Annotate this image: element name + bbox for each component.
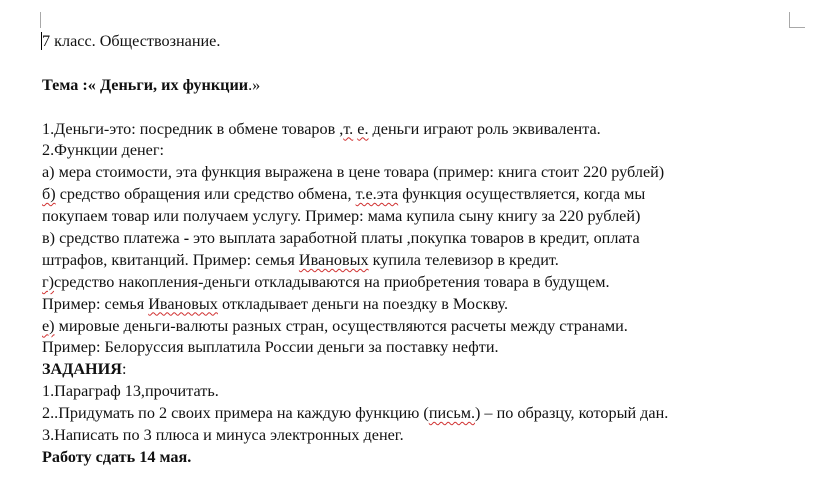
task-2-text: ) – по образцу, который дан. [475,404,669,423]
deadline-line: Работу сдать 14 мая. [42,447,192,466]
definition-text: деньги играют роль эквивалента. [368,119,601,138]
page-corner-mark-right-vertical [789,12,790,28]
topic-suffix: .» [248,75,261,94]
topic-prefix: Тема :« [42,75,100,94]
spell-flag: е. [357,119,369,138]
spell-flag: б) [42,185,56,204]
function-d-line [42,272,812,294]
function-c-text: в) средство платежа [42,229,184,248]
function-d-continuation [42,294,812,316]
function-c-text: это выплата заработной платы ,покупка товаров в кредит, оплата [189,229,640,248]
function-c-continuation [42,250,812,272]
definition-text: 1.Деньги-это: посредник в обмене товаров , [42,119,344,138]
page-corner-mark-left [40,12,41,28]
function-e-line [42,316,812,338]
spell-flag: г) [42,272,55,291]
spell-flag: е) [42,316,55,335]
spell-flag: т.е.эта [355,185,399,204]
function-d-text: средство накопления-деньги откладываются на приобретения товара в будущем. [54,272,610,291]
definition-line [42,119,812,141]
function-b-text: функция осуществляется, когда мы [398,185,646,204]
function-e-text: мировые деньги-валюты разных стран, осуществляются расчеты между странами. [54,316,628,335]
function-a-line: а) мера стоимости, эта функция выражена в цене товара (пример: книга стоит 220 рублей) [42,163,665,182]
tasks-colon: : [121,360,127,379]
blank-line [42,97,812,119]
tasks-heading: ЗАДАНИЯ [42,360,122,379]
function-e-continuation: Пример: Белоруссия выплатила России деньги за поставку нефти. [42,338,499,357]
function-c-dash: - [183,229,190,248]
grade-line: 7 класс. Обществознание. [42,32,221,50]
document-body[interactable] [42,31,812,469]
task-1: 1.Параграф 13,прочитать. [42,382,219,401]
blank-line [42,53,812,75]
function-c-text: купила телевизор в кредит. [368,250,559,269]
topic-name: Деньги, их функции [99,75,249,94]
spell-flag: т. [343,119,354,138]
task-3: 3.Написать по 3 плюса и минуса электронных денег. [42,426,404,445]
function-b-continuation: покупаем товар или получаем услугу. Пример: мама купила сыну книгу за 220 рублей) [42,207,641,226]
function-d-text: Пример: семья [42,294,149,313]
task-2-text: 2..Придумать по 2 своих примера на каждую функцию ( [42,404,429,423]
function-c-text: штрафов, квитанций. Пример: семья [42,250,299,269]
function-d-text: откладывает деньги на поездку в Москву. [217,294,509,313]
task-2 [42,403,812,425]
topic-line [42,75,812,97]
spell-flag: Ивановых [148,294,218,313]
page-corner-mark-right-horizontal [789,27,805,28]
functions-heading: 2.Функции денег: [42,141,164,160]
function-b-text: средство обращения или средство обмена, [55,185,356,204]
tasks-heading-line [42,359,812,381]
spell-flag: письм. [428,404,475,423]
function-b-line [42,184,812,206]
function-c-line [42,228,812,250]
spell-flag: Ивановых [298,250,369,269]
